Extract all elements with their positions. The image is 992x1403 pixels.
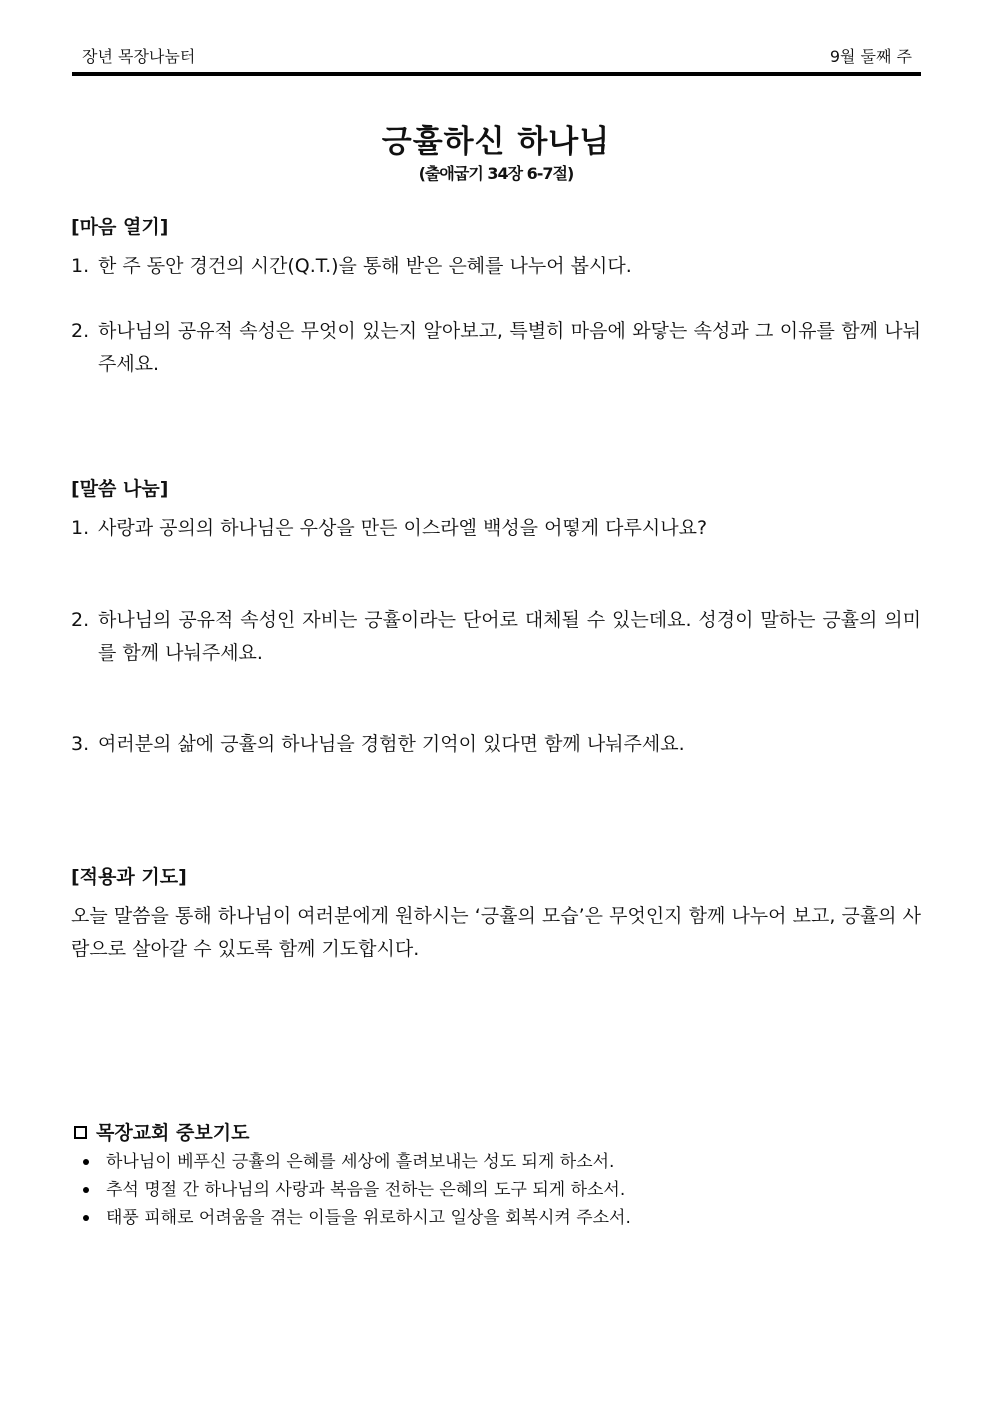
prayer-heading-text: 목장교회 중보기도 (96, 1122, 250, 1144)
question-number: 2. (71, 320, 90, 342)
prayer-section-heading (74, 1118, 249, 1145)
prayer-item-text: 태풍 피해로 어려움을 겪는 이들을 위로하시고 일상을 회복시켜 주소서. (106, 1208, 631, 1228)
question-item (71, 604, 921, 670)
page-title: 긍휼하신 하나님 (381, 124, 611, 160)
checkbox-icon (74, 1126, 87, 1139)
section-heading-open-heart: [마음 열기] (71, 216, 169, 238)
bullet-icon (83, 1215, 89, 1221)
prayer-item-text: 하나님이 베푸신 긍휼의 은혜를 세상에 흘려보내는 성도 되게 하소서. (106, 1152, 615, 1172)
bullet-icon (83, 1159, 89, 1165)
question-text: 한 주 동안 경건의 시간(Q.T.)을 통해 받은 은혜를 나누어 봅시다. (98, 255, 632, 277)
question-number: 2. (71, 609, 90, 631)
question-item (71, 315, 921, 381)
header-week: 9월 둘째 주 (829, 47, 912, 66)
section-heading-application: [적용과 기도] (71, 866, 187, 888)
list-item (80, 1204, 631, 1232)
question-number: 1. (71, 255, 90, 277)
header-divider (72, 72, 921, 76)
list-item (80, 1148, 631, 1176)
prayer-list (80, 1148, 631, 1232)
list-item (80, 1176, 631, 1204)
header-group-name: 장년 목장나눔터 (82, 47, 196, 66)
question-text: 사랑과 공의의 하나님은 우상을 만든 이스라엘 백성을 어떻게 다루시나요? (98, 517, 708, 539)
section-heading-word-sharing: [말씀 나눔] (71, 478, 169, 500)
application-text: 오늘 말씀을 통해 하나님이 여러분에게 원하시는 ‘긍휼의 모습’은 무엇인지 함께 나누어 보고, 긍휼의 사람으로 살아갈 수 있도록 함께 기도합시다. (71, 905, 921, 960)
question-number: 1. (71, 517, 90, 539)
bullet-icon (83, 1187, 89, 1193)
question-text: 하나님의 공유적 속성은 무엇이 있는지 알아보고, 특별히 마음에 와닿는 속성과 그 이유를 함께 나눠주세요. (98, 320, 921, 375)
scripture-reference: (출애굽기 34장 6-7절) (418, 164, 574, 183)
question-text: 여러분의 삶에 긍휼의 하나님을 경험한 기억이 있다면 함께 나눠주세요. (98, 733, 685, 755)
page-header (72, 44, 920, 68)
prayer-item-text: 추석 명절 간 하나님의 사랑과 복음을 전하는 은혜의 도구 되게 하소서. (106, 1180, 626, 1200)
question-item (71, 512, 921, 545)
question-item (71, 728, 921, 761)
question-text: 하나님의 공유적 속성인 자비는 긍휼이라는 단어로 대체될 수 있는데요. 성경이 말하는 긍휼의 의미를 함께 나눠주세요. (98, 609, 921, 664)
question-number: 3. (71, 733, 90, 755)
question-item (71, 250, 921, 283)
